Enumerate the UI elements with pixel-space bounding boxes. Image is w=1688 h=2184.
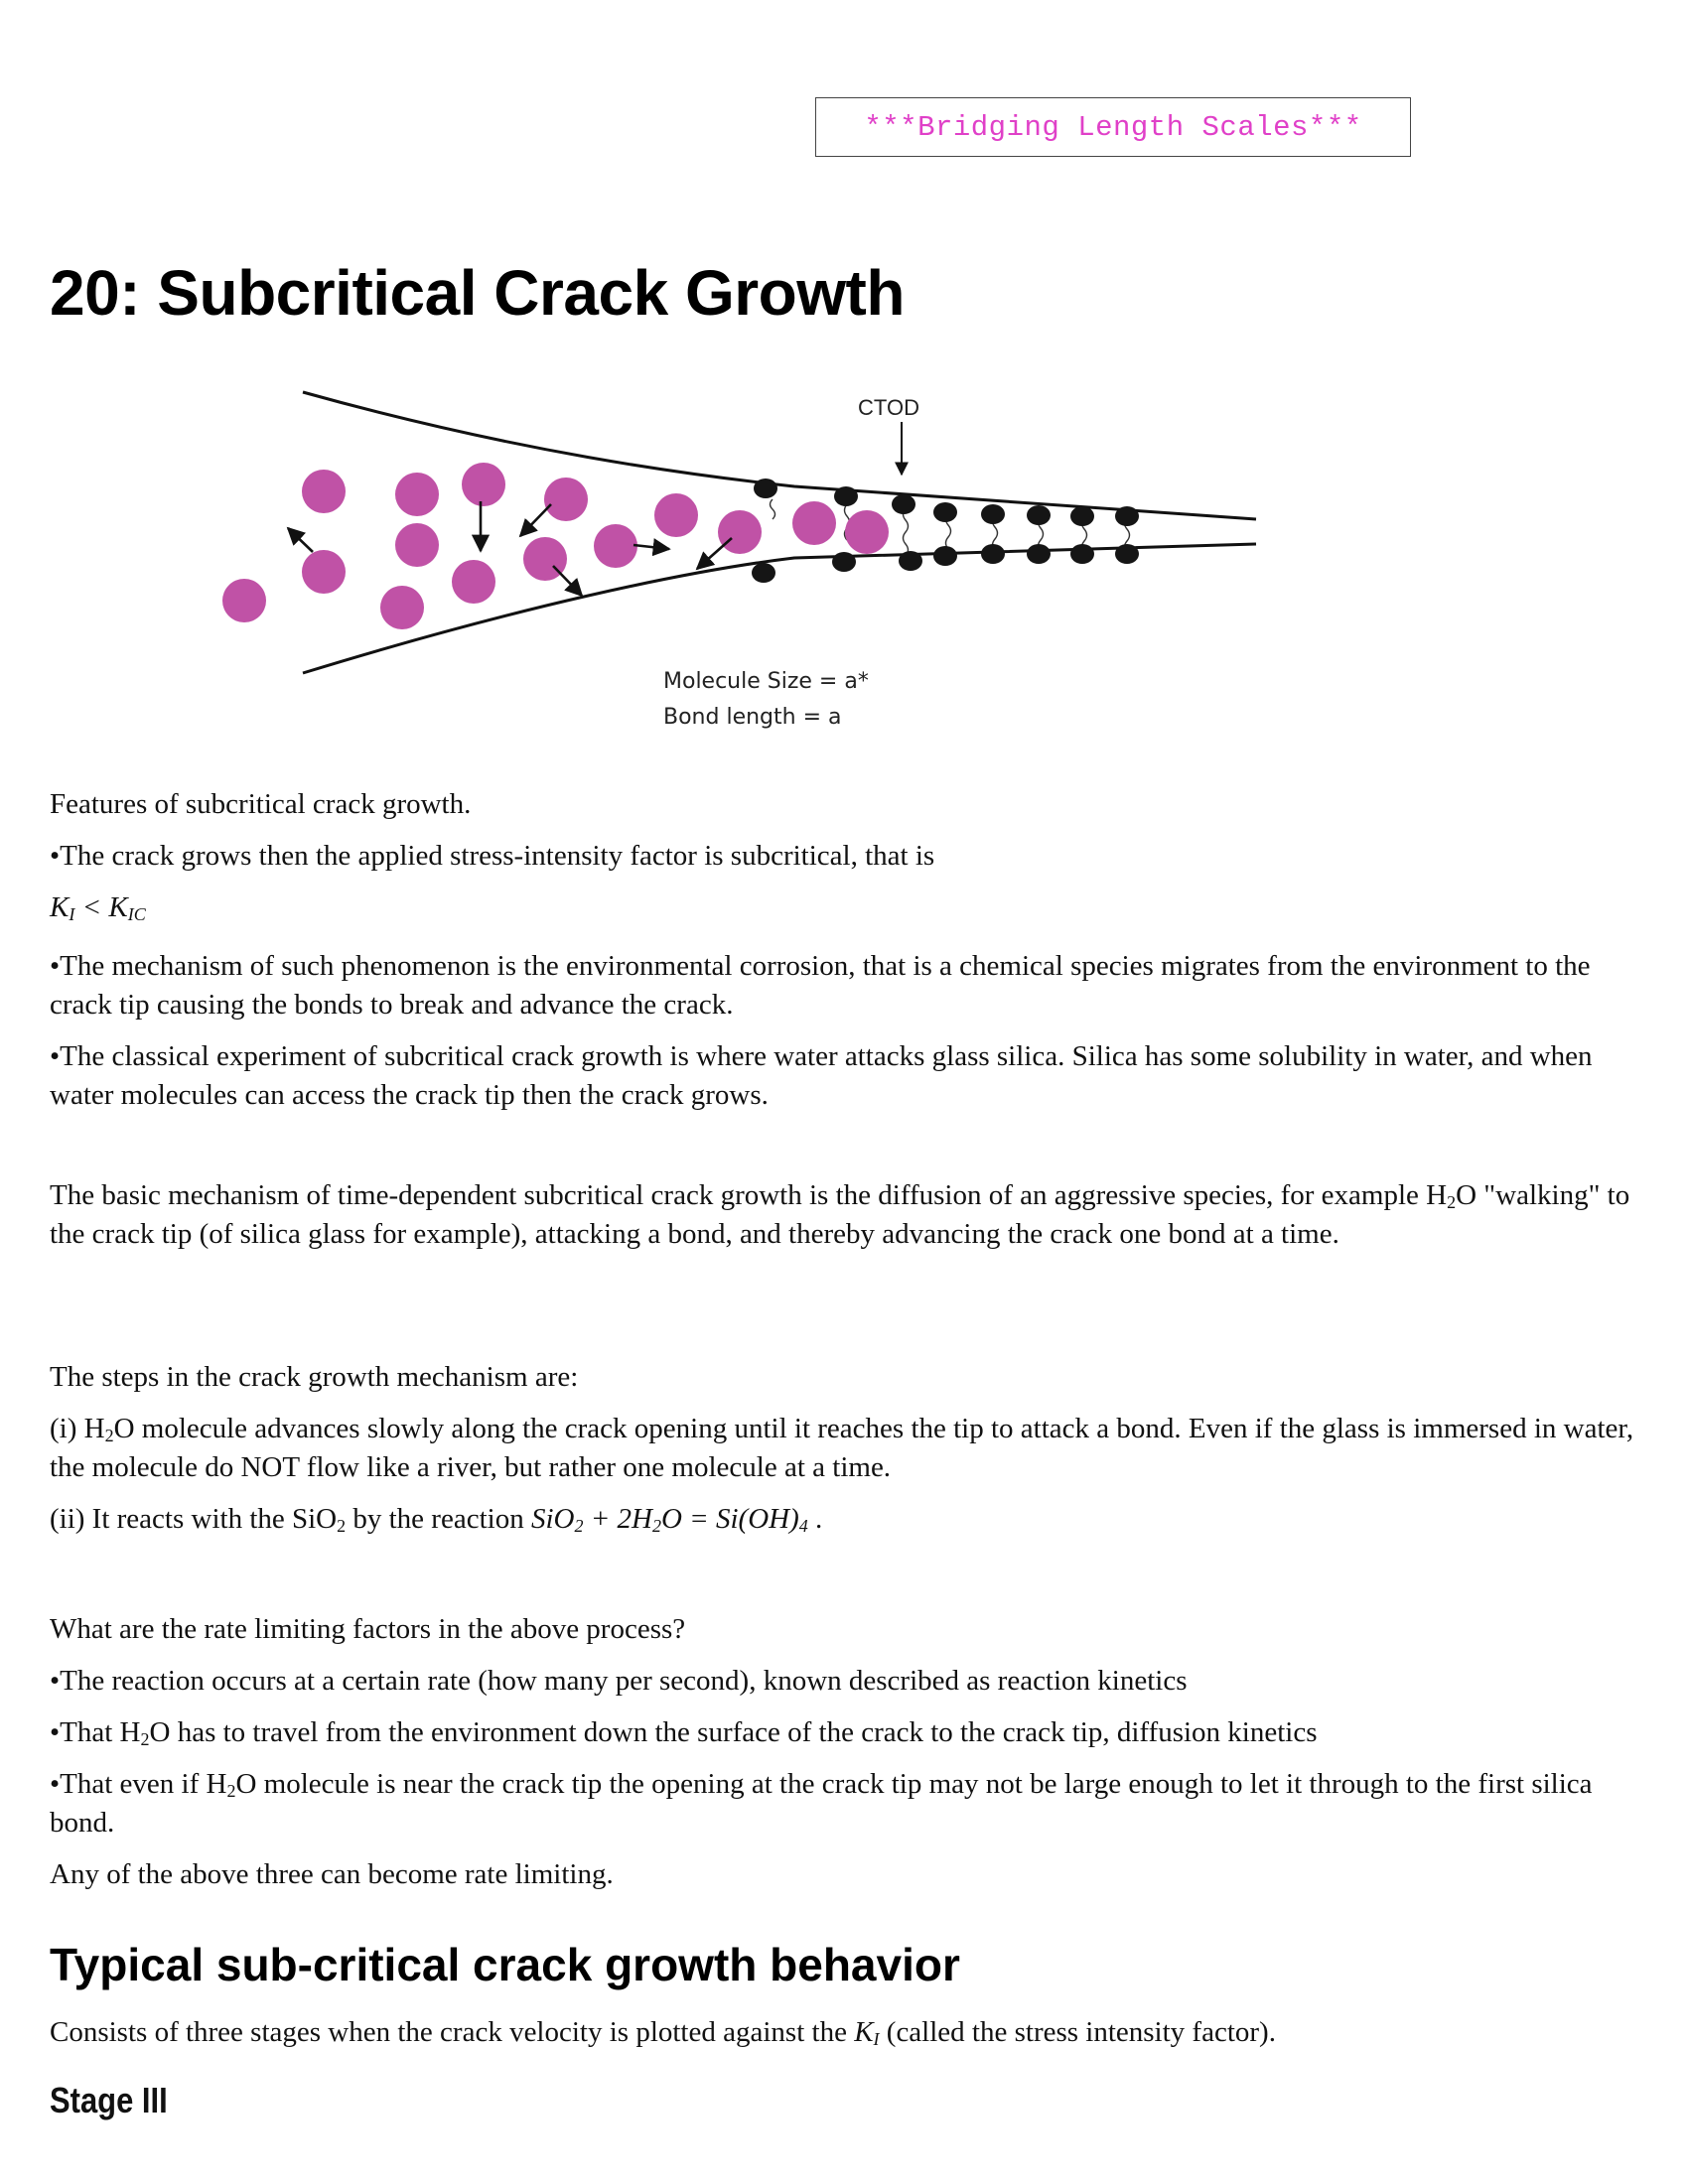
ctod-label: CTOD — [858, 395, 919, 420]
reaction-equation: $SiO_2 + 2H_2O = Si(OH)_4$ — [530, 1503, 808, 1536]
stage-heading: Stage III — [50, 2080, 168, 2120]
features-bullet-1: •The crack grows then the applied stress-intensity factor is subcritical, that is — [50, 840, 935, 872]
features-heading: Features of subcritical crack growth. — [50, 788, 472, 820]
molecule-size-label: Molecule Size = a* — [663, 669, 869, 694]
header-banner: ***Bridging Length Scales*** — [815, 97, 1411, 157]
rate-bullet-3: •That even if $H_2O$ molecule is near the crack tip the opening at the crack tip may not be large enough to let it through to the first silica bond. — [50, 1768, 1593, 1839]
rate-conclusion: Any of the above three can become rate limiting. — [50, 1858, 614, 1890]
features-bullet-3: •The classical experiment of subcritical crack growth is where water attacks glass silica. Silica has some solubility in water, and when water molecules can access the crack tip then the crack grows. — [50, 1040, 1593, 1111]
page-title: 20: Subcritical Crack Growth — [50, 257, 905, 329]
crack-upper-surface — [303, 392, 1256, 519]
step-2: (ii) It reacts with the SiO$_2$ by the reaction $SiO_2 + 2H_2O = Si(OH)_4$ . — [50, 1503, 823, 1536]
mechanism-paragraph: The basic mechanism of time-dependent subcritical crack growth is the diffusion of an aggressive species, for example $H_2O$ "walking" to the crack tip (of silica glass for example), attacking a bond, and thereby advancing the crack one bond at a time. — [50, 1179, 1630, 1250]
step-1: (i) $H_2O$ molecule advances slowly along the crack opening until it reaches the tip to attack a bond. Even if the glass is immersed in water, the molecule do NOT flow like a river, but rather one molecule at a time. — [50, 1413, 1634, 1483]
features-bullet-2: •The mechanism of such phenomenon is the environmental corrosion, that is a chemical species migrates from the environment to the crack tip causing the bonds to break and advance the crack. — [50, 950, 1591, 1021]
typical-paragraph: Consists of three stages when the crack velocity is plotted against the $K_I$ (called the stress intensity factor). — [50, 2016, 1276, 2049]
rate-bullet-2: •That $H_2O$ has to travel from the environment down the surface of the crack to the crack tip, diffusion kinetics — [50, 1716, 1318, 1749]
crack-lower-surface — [303, 544, 1256, 673]
ki-inequality: $K_I < K_{IC}$ — [50, 891, 146, 924]
rate-heading: What are the rate limiting factors in the above process? — [50, 1613, 686, 1645]
rate-bullet-1: •The reaction occurs at a certain rate (how many per second), known described as reaction kinetics — [50, 1665, 1188, 1697]
bond-length-label: Bond length = a — [663, 705, 842, 730]
crack-diagram — [0, 0, 1688, 754]
silica-atoms-lower — [752, 544, 1139, 583]
typical-heading: Typical sub-critical crack growth behavior — [50, 1939, 960, 1990]
steps-heading: The steps in the crack growth mechanism are: — [50, 1361, 579, 1393]
